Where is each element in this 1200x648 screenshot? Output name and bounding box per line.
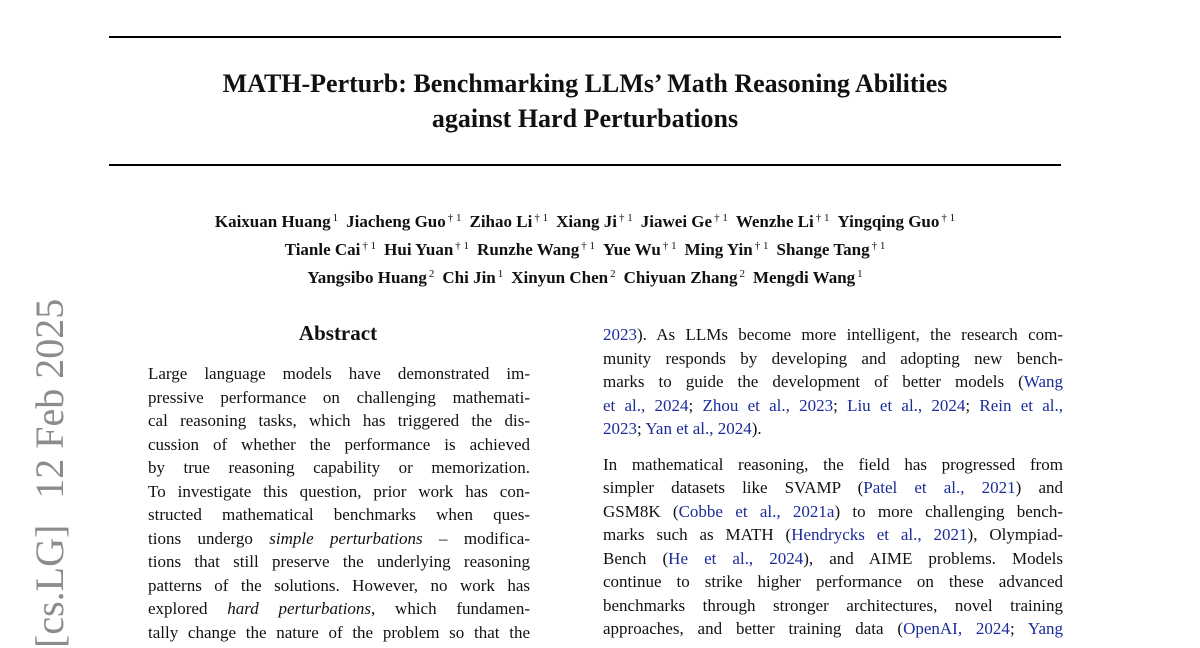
citation-link[interactable]: Rein et al., <box>979 395 1063 415</box>
author-name: Yue Wu $^{\dagger 1}$ <box>603 240 677 259</box>
top-rule <box>109 36 1061 38</box>
citation-link[interactable]: Cobbe et al., 2021a <box>678 501 835 521</box>
author-name: Runzhe Wang $^{\dagger 1}$ <box>477 240 595 259</box>
author-affiliation: 1 <box>857 268 863 280</box>
author-name: Hui Yuan $^{\dagger 1}$ <box>384 240 470 259</box>
author-name: Xinyun Chen $^2$ <box>511 268 616 287</box>
intro-paragraph-2 <box>603 453 1063 641</box>
citation-link[interactable]: Yang <box>1027 619 1064 638</box>
author-affiliation: † 1 <box>714 212 728 224</box>
author-affiliation: † 1 <box>871 240 886 252</box>
author-name: Chi Jin $^1$ <box>442 268 504 287</box>
author-affiliation: † 1 <box>447 212 462 224</box>
arxiv-stamp <box>26 283 74 648</box>
author-name: Yangsibo Huang $^2$ <box>307 268 435 287</box>
citation-link[interactable]: Hendrycks et al., 2021 <box>791 525 968 544</box>
author-affiliation: 2 <box>610 268 616 280</box>
text-line: To investigate this question, prior work has con- <box>148 481 530 501</box>
text-line: 2023; Yan et al., 2024). <box>603 419 762 438</box>
text-line: tally change the nature of the problem so that the <box>148 622 530 642</box>
author-name: Shange Tang $^{\dagger 1}$ <box>776 240 886 259</box>
text-line: tions undergo simple perturbations – modifica- <box>148 528 530 548</box>
text-line: cal reasoning tasks, which has triggered the dis- <box>148 411 530 430</box>
abstract-heading: Abstract <box>298 321 378 345</box>
citation-link[interactable]: He et al., 2024 <box>668 548 804 568</box>
author-affiliation: † 1 <box>455 240 470 252</box>
author-name: Wenzhe Li $^{\dagger 1}$ <box>735 212 830 231</box>
author-name: Tianle Cai $^{\dagger 1}$ <box>284 240 377 259</box>
author-affiliation: † 1 <box>581 240 595 252</box>
citation-link[interactable]: et al., 2024 <box>603 395 689 415</box>
text-line: pressive performance on challenging mathemati- <box>148 387 530 407</box>
text-line: cussion of whether the performance is achieved <box>148 434 530 454</box>
text-line: Bench (He et al., 2024), and AIME problems. Models <box>603 548 1064 568</box>
text-line: 2023). As LLMs become more intelligent, the research com- <box>603 325 1063 344</box>
author-name: Ming Yin $^{\dagger 1}$ <box>684 240 769 259</box>
author-name: Xiang Ji $^{\dagger 1}$ <box>556 212 633 231</box>
author-line <box>109 262 1061 290</box>
citation-link[interactable]: 2023 <box>603 325 637 344</box>
author-list <box>109 206 1061 290</box>
citation-link[interactable]: Yan et al., 2024 <box>645 419 752 438</box>
text-line: approaches, and better training data (OpenAI, 2024; Yang <box>603 619 1064 638</box>
paper-title <box>109 66 1061 136</box>
author-name: Chiyuan Zhang $^2$ <box>623 268 745 287</box>
intro-paragraph-1 <box>603 323 1063 441</box>
citation-link[interactable]: OpenAI, 2024 <box>903 619 1010 638</box>
author-affiliation: 2 <box>428 268 435 280</box>
title-line-1: MATH-Perturb: Benchmarking LLMs’ Math Reasoning Abilities <box>222 69 948 98</box>
emphasis-text: simple perturbations <box>269 528 423 548</box>
text-line: structed mathematical benchmarks when ques- <box>148 505 530 524</box>
text-line: explored hard perturbations, which fundamen- <box>148 599 530 618</box>
author-affiliation: † 1 <box>662 240 677 252</box>
text-line: marks to guide the development of better models (Wang <box>603 372 1063 391</box>
text-line: GSM8K (Cobbe et al., 2021a) to more challenging bench- <box>603 501 1064 521</box>
arxiv-date: 12 Feb 2025 <box>27 298 72 499</box>
text-line: patterns of the solutions. However, no work has <box>148 575 530 595</box>
citation-link[interactable]: Zhou et al., 2023 <box>702 395 834 415</box>
author-affiliation: † 1 <box>815 212 830 224</box>
text-line: marks such as MATH (Hendrycks et al., 2021), Olympiad- <box>603 525 1063 544</box>
author-affiliation: 1 <box>332 212 339 224</box>
text-line: munity responds by developing and adopting new bench- <box>603 348 1063 368</box>
author-affiliation: † 1 <box>941 212 956 224</box>
author-name: Mengdi Wang $^1$ <box>752 268 863 287</box>
arxiv-category: [cs.LG] <box>27 524 72 648</box>
text-line: continue to strike higher performance on these advanced <box>603 572 1063 591</box>
citation-link[interactable]: Liu et al., 2024 <box>847 395 966 415</box>
author-affiliation: † 1 <box>362 240 377 252</box>
text-line: benchmarks through stronger architectures, novel training <box>603 595 1063 615</box>
author-affiliation: † 1 <box>754 240 769 252</box>
bottom-rule <box>109 164 1061 166</box>
author-name: Zihao Li $^{\dagger 1}$ <box>469 212 549 231</box>
abstract-body <box>148 362 530 644</box>
citation-link[interactable]: 2023 <box>603 419 637 438</box>
text-line: simpler datasets like SVAMP (Patel et al., 2021) and <box>603 478 1063 497</box>
citation-link[interactable]: Patel et al., 2021 <box>863 478 1016 497</box>
author-line <box>109 234 1061 262</box>
text-line: Large language models have demonstrated im- <box>148 364 530 383</box>
author-line <box>109 206 1061 234</box>
text-line: tions that still preserve the underlying reasoning <box>148 552 530 571</box>
author-affiliation: † 1 <box>534 212 549 224</box>
author-affiliation: 1 <box>497 268 504 280</box>
author-name: Jiawei Ge $^{\dagger 1}$ <box>640 212 728 231</box>
text-line: In mathematical reasoning, the field has progressed from <box>603 454 1063 474</box>
author-affiliation: † 1 <box>619 212 633 224</box>
author-affiliation: 2 <box>739 268 745 280</box>
title-line-2: against Hard Perturbations <box>431 104 739 133</box>
citation-link[interactable]: Wang <box>1023 372 1063 391</box>
intro-column <box>603 323 1063 641</box>
text-line: et al., 2024; Zhou et al., 2023; Liu et al., 2024; Rein et al., <box>603 395 1063 415</box>
text-line: by true reasoning capability or memorization. <box>148 458 530 477</box>
emphasis-text: hard perturbations <box>227 599 372 618</box>
author-name: Yingqing Guo $^{\dagger 1}$ <box>837 212 956 231</box>
author-name: Jiacheng Guo $^{\dagger 1}$ <box>346 212 462 231</box>
author-name: Kaixuan Huang $^1$ <box>214 212 339 231</box>
